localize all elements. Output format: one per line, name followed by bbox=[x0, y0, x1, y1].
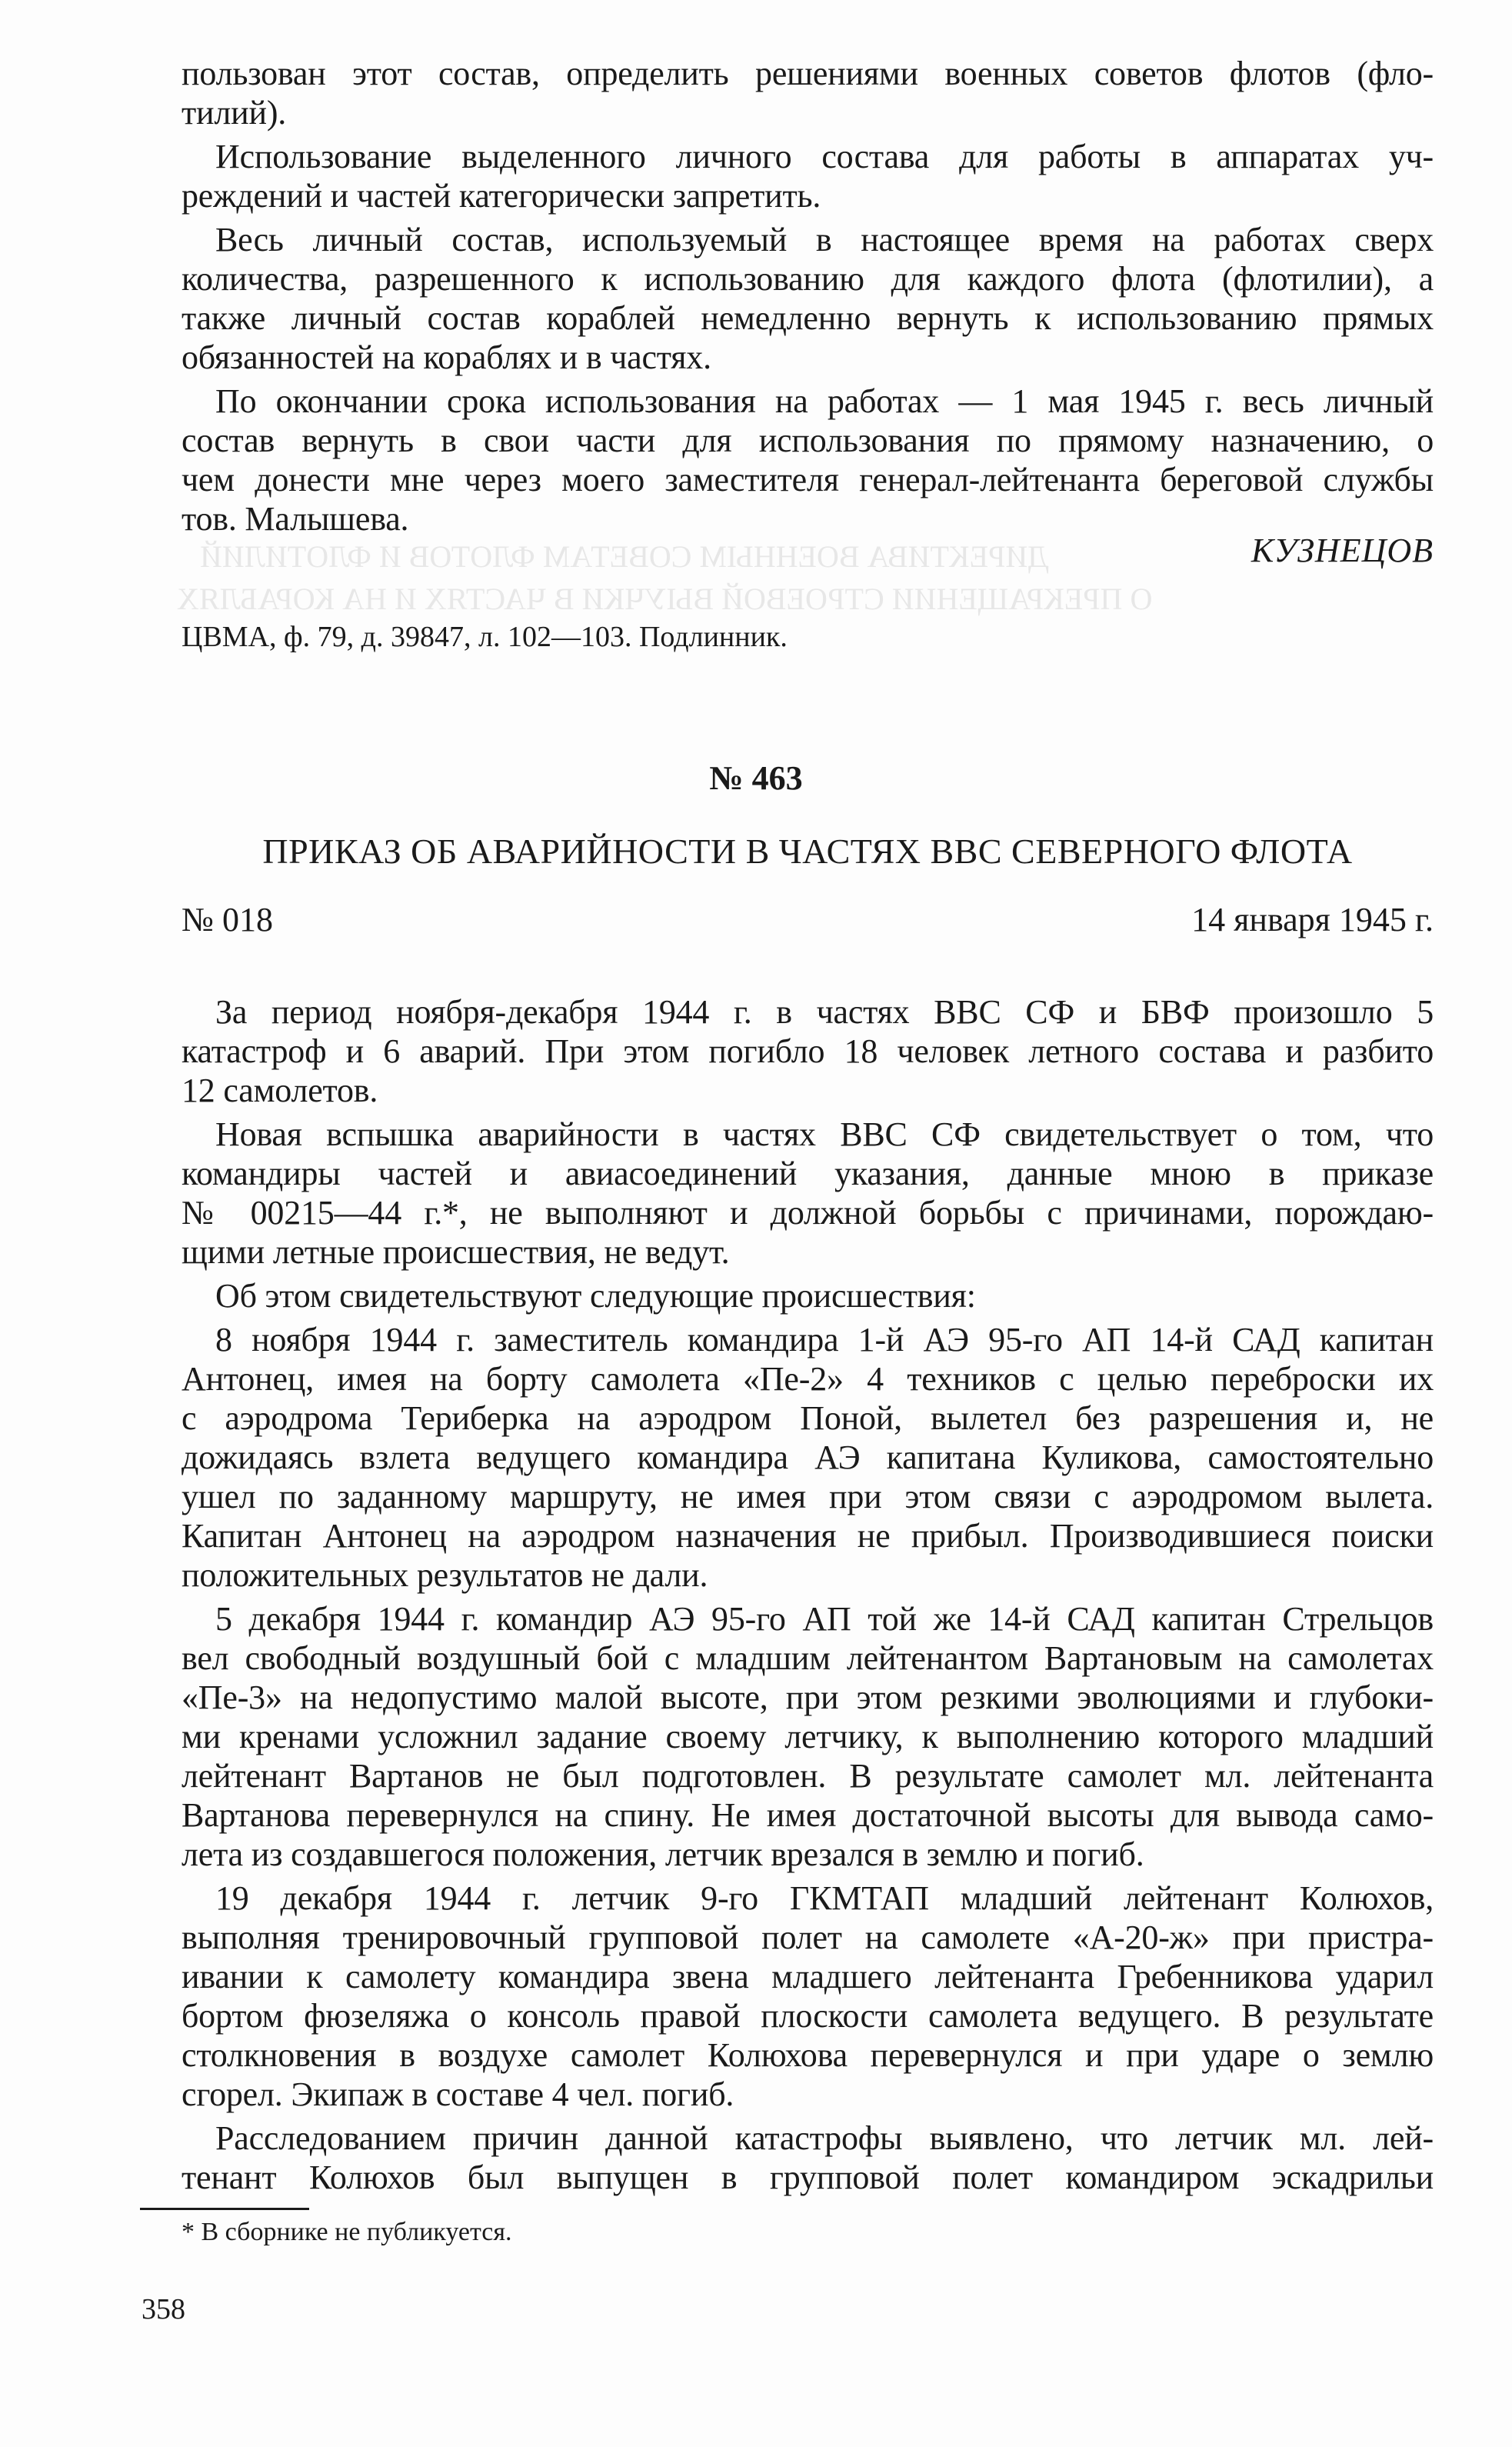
footnote: * В сборнике не публикуется. bbox=[182, 2218, 512, 2246]
footnote-divider bbox=[140, 2208, 309, 2210]
text-line: «Пе-3» на недопустимо малой высоте, при этом резкими эволюциями и глубоки- bbox=[182, 1679, 1434, 1716]
text-line: Капитан Антонец на аэродром назначения не прибыл. Производившиеся поиски bbox=[182, 1517, 1434, 1555]
text-line: Вартанова перевернулся на спину. Не имея достаточной высоты для вывода само- bbox=[182, 1796, 1434, 1834]
text-line: дожидаясь взлета ведущего командира АЭ капитана Куликова, самостоятельно bbox=[182, 1439, 1434, 1476]
text-line: реждений и частей категорически запретить. bbox=[182, 177, 821, 215]
text-line: сгорел. Экипаж в составе 4 чел. погиб. bbox=[182, 2075, 734, 2113]
text-line: Антонец, имея на борту самолета «Пе-2» 4 техников с целью переброски их bbox=[182, 1360, 1434, 1398]
text-line: с аэродрома Териберка на аэродром Поной, вылетел без разрешения и, не bbox=[182, 1399, 1434, 1437]
paragraph bbox=[182, 992, 1434, 1110]
text-line: лейтенант Вартанов не был подготовлен. В результате самолет мл. лейтенанта bbox=[182, 1757, 1434, 1795]
text-line: количества, разрешенного к использованию для каждого флота (флотилии), а bbox=[182, 260, 1434, 298]
text-line: состав вернуть в свои части для использования по прямому назначению, о bbox=[182, 422, 1434, 459]
text-line: обязанностей на кораблях и в частях. bbox=[182, 338, 711, 376]
paragraph bbox=[182, 1320, 1434, 1595]
text-line: тов. Малышева. bbox=[182, 500, 409, 538]
text-line: катастроф и 6 аварий. При этом погибло 18 человек летного состава и разбито bbox=[182, 1032, 1434, 1070]
document-body bbox=[182, 992, 1434, 2197]
paragraph bbox=[182, 137, 1434, 215]
text-line: 5 декабря 1944 г. командир АЭ 95-го АП той же 14-й САД капитан Стрельцов bbox=[215, 1600, 1434, 1638]
text-line: 8 ноября 1944 г. заместитель командира 1-й АЭ 95-го АП 14-й САД капитан bbox=[215, 1321, 1434, 1359]
text-line: также личный состав кораблей немедленно вернуть к использованию прямых bbox=[182, 299, 1434, 337]
text-line: лета из создавшегося положения, летчик врезался в землю и погиб. bbox=[182, 1835, 1144, 1873]
paragraph bbox=[182, 382, 1434, 538]
continuation-text bbox=[182, 54, 1434, 538]
text-line: тенант Колюхов был выпущен в групповой полет командиром эскадрильи bbox=[182, 2159, 1434, 2196]
text-line: ивании к самолету командира звена младшего лейтенанта Гребенникова ударил bbox=[182, 1958, 1434, 1995]
bleed-through-text: О ПРЕКРАЩЕНИИ СТРОЕВОЙ ВЫУЧКИ В ЧАСТЯХ И НА КОРАБЛЯХ bbox=[177, 582, 1153, 616]
text-line: выполняя тренировочный групповой полет на самолете «А-20-ж» при пристра- bbox=[182, 1919, 1434, 1956]
order-number: № 018 bbox=[182, 901, 273, 938]
text-line: тилий). bbox=[182, 94, 287, 132]
bleed-through-text: ДИРЕКТИВА ВОЕННЫМ СОВЕТАМ ФЛОТОВ И ФЛОТИЛИЙ bbox=[200, 539, 1049, 574]
text-line: щими летные происшествия, не ведут. bbox=[182, 1233, 730, 1271]
text-line: Расследованием причин данной катастрофы выявлено, что летчик мл. лей- bbox=[215, 2119, 1434, 2157]
paragraph bbox=[182, 2119, 1434, 2197]
page-number: 358 bbox=[142, 2293, 185, 2325]
text-line: 19 декабря 1944 г. летчик 9-го ГКМТАП младший лейтенант Колюхов, bbox=[215, 1879, 1434, 1917]
text-line: № 00215—44 г.*, не выполняют и должной борьбы с причинами, порождаю- bbox=[182, 1194, 1434, 1232]
text-line: пользован этот состав, определить решениями военных советов флотов (фло- bbox=[182, 55, 1434, 92]
paragraph bbox=[182, 220, 1434, 377]
text-line: бортом фюзеляжа о консоль правой плоскости самолета ведущего. В результате bbox=[182, 1997, 1434, 2035]
text-line: ушел по заданному маршруту, не имея при этом связи с аэродромом вылета. bbox=[182, 1478, 1434, 1515]
text-line: 12 самолетов. bbox=[182, 1072, 378, 1109]
archive-source-citation: ЦВМА, ф. 79, д. 39847, л. 102—103. Подлинник. bbox=[182, 621, 788, 653]
text-line: По окончании срока использования на работах — 1 мая 1945 г. весь личный bbox=[215, 382, 1434, 420]
paragraph bbox=[182, 1115, 1434, 1272]
text-line: Использование выделенного личного состава для работы в аппаратах уч- bbox=[215, 138, 1434, 175]
text-line: положительных результатов не дали. bbox=[182, 1556, 708, 1594]
order-date: 14 января 1945 г. bbox=[1191, 901, 1434, 938]
text-line: Весь личный состав, используемый в настоящее время на работах сверх bbox=[215, 221, 1434, 258]
text-line: столкновения в воздухе самолет Колюхова перевернулся и при ударе о землю bbox=[182, 2036, 1434, 2074]
paragraph bbox=[182, 1599, 1434, 1874]
text-line: командиры частей и авиасоединений указания, данные мною в приказе bbox=[182, 1155, 1434, 1192]
text-line: Новая вспышка аварийности в частях ВВС СФ свидетельствует о том, что bbox=[215, 1115, 1434, 1153]
text-line: чем донести мне через моего заместителя генерал-лейтенанта береговой службы bbox=[182, 461, 1434, 498]
text-line: Об этом свидетельствуют следующие происшествия: bbox=[215, 1277, 976, 1315]
paragraph bbox=[182, 1276, 1434, 1315]
text-line: ми кренами усложнил задание своему летчику, к выполнению которого младший bbox=[182, 1718, 1434, 1755]
text-line: За период ноября-декабря 1944 г. в частях ВВС СФ и БВФ произошло 5 bbox=[215, 993, 1434, 1031]
paragraph bbox=[182, 1879, 1434, 2114]
paragraph bbox=[182, 54, 1434, 132]
document-number: № 463 bbox=[709, 759, 803, 797]
order-header-row bbox=[182, 900, 1434, 939]
text-line: вел свободный воздушный бой с младшим лейтенантом Вартановым на самолетах bbox=[182, 1639, 1434, 1677]
document-title: ПРИКАЗ ОБ АВАРИЙНОСТИ В ЧАСТЯХ ВВС СЕВЕРНОГО ФЛОТА bbox=[262, 832, 1353, 871]
signature: КУЗНЕЦОВ bbox=[1251, 532, 1434, 569]
